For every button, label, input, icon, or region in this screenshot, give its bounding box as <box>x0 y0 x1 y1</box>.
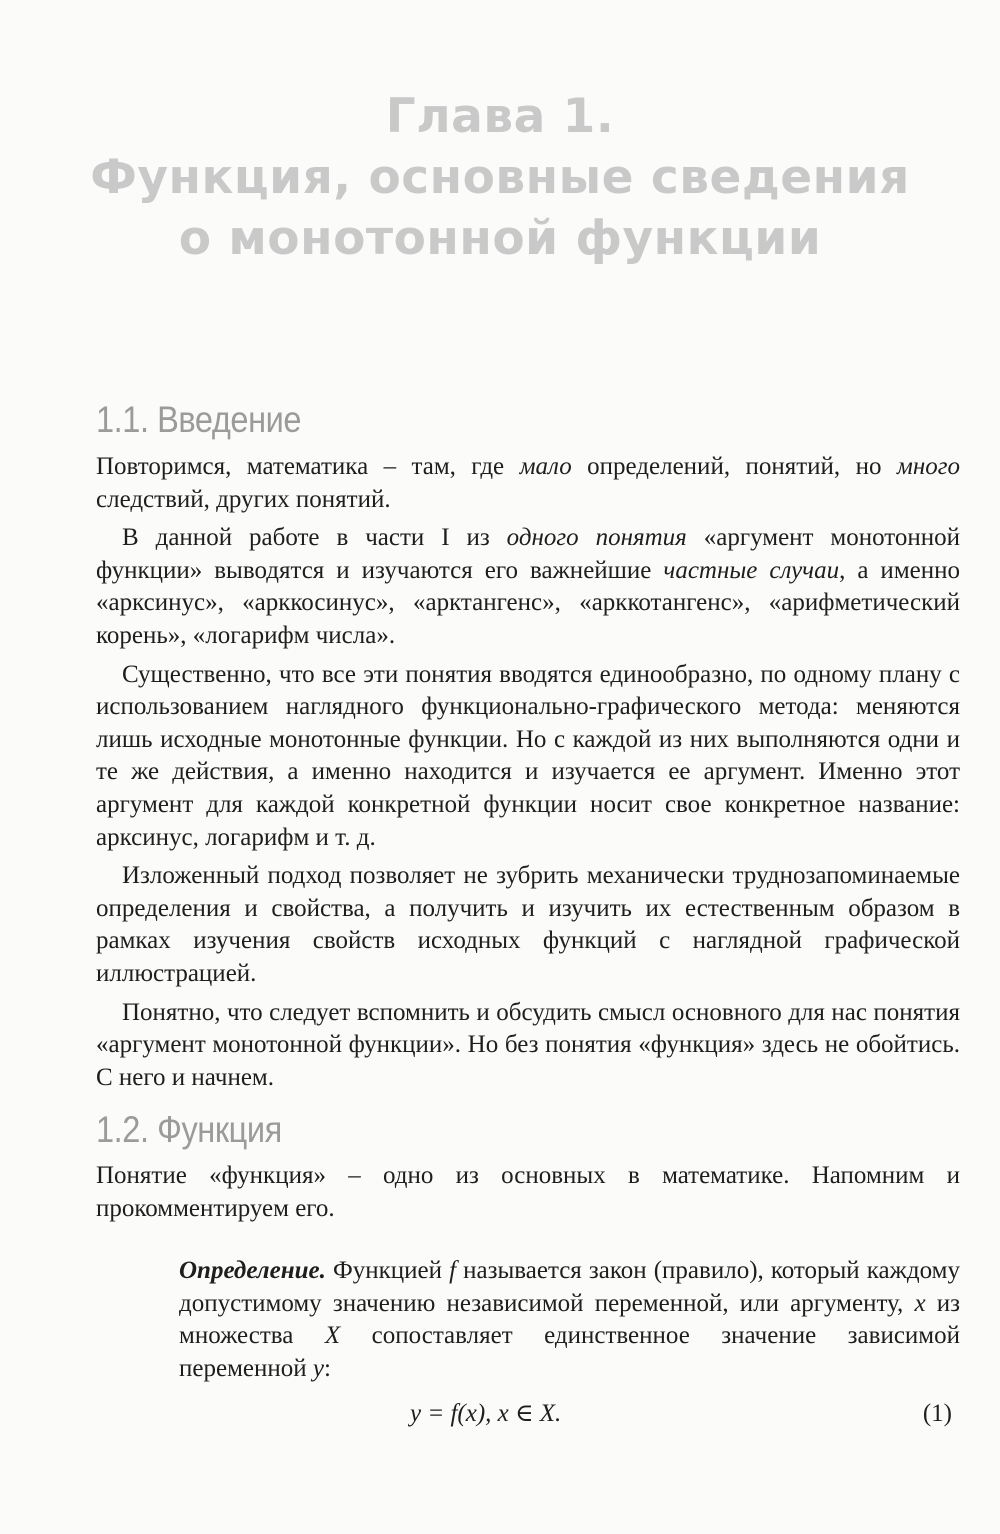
section-1-body <box>96 451 960 1094</box>
paragraph: В данной работе в части I из одного понятия «аргумент монотонной функции» выводятся и изучаются его важнейшие частные случаи, а именно «арксинус», «арккосинус», «арктангенс», «арккотангенс», «арифметический корень», «логарифм числа». <box>96 524 961 649</box>
chapter-title-line-2: Функция, основные сведения <box>90 150 910 205</box>
section-2-heading: 1.2. Функция <box>96 1109 282 1150</box>
formula-number: (1) <box>922 1400 952 1427</box>
formula-expression: y = f(x), x ∈ X. <box>410 1400 562 1427</box>
paragraph: Существенно, что все эти понятия вводятся единообразно, по одному плану с использованием наглядного функционально-графического метода: меняются лишь исходные монотонные функции. Но с каждой из них выполняются одни и те же действия, а именно находится и изучается ее аргумент. Именно этот аргумент для каждой конкретной функции носит свое конкретное название: арксинус, логарифм и т. д. <box>96 660 960 851</box>
chapter-title <box>0 86 1000 269</box>
paragraph: Изложенный подход позволяет не зубрить механически труднозапоминаемые определения и свойства, а получить и изучить их естественным образом в рамках изучения свойств исходных функций с наглядной графической иллюстрацией. <box>96 862 960 987</box>
definition-block: Определение. Функцией f называется закон (правило), который каждому допустимому значению независимой переменной, или аргументу, x из множества X сопоставляет единственное значение зависимой переменной y: <box>179 1257 960 1382</box>
paragraph: Понятно, что следует вспомнить и обсудить смысл основного для нас понятия «аргумент монотонной функции». Но без понятия «функция» здесь не обойтись. С него и начнем. <box>96 998 960 1091</box>
chapter-title-line-3: о монотонной функции <box>178 211 822 266</box>
chapter-title-line-1: Глава 1. <box>385 89 615 144</box>
definition-term: Определение. <box>179 1257 326 1284</box>
section-1-heading: 1.1. Введение <box>96 399 302 440</box>
paragraph: Понятие «функция» – одно из основных в математике. Напомним и прокомментируем его. <box>96 1162 960 1222</box>
section-2-body <box>96 1160 960 1225</box>
paragraph: Повторимся, математика – там, где мало определений, понятий, но много следствий, других понятий. <box>96 453 961 513</box>
